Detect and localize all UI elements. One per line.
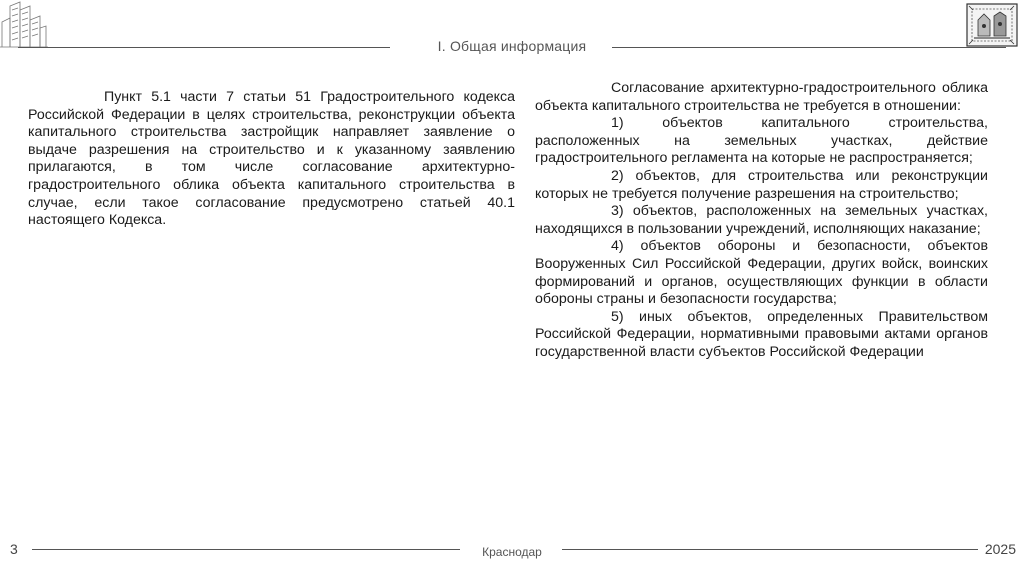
right-text-column <box>535 80 988 362</box>
exemptions-intro: Согласование архитектурно-градостроительного облика объекта капитального строительства не требуется в отношении: <box>535 80 988 114</box>
footer-city: Краснодар <box>482 545 542 559</box>
section-title: I. Общая информация <box>437 38 587 54</box>
exemption-item: 3) объектов, расположенных на земельных участках, находящихся в пользовании учреждений, исполняющих наказание; <box>535 203 988 237</box>
footer-year: 2025 <box>984 541 1016 557</box>
header-divider-right <box>612 47 1006 48</box>
exemption-item: 2) объектов, для строительства или реконструкции которых не требуется получение разрешения на строительство; <box>535 167 988 202</box>
left-text-column <box>28 89 515 230</box>
exemption-item: 4) объектов обороны и безопасности, объектов Вооруженных Сил Российской Федерации, других войск, воинских формирований и органов, осуществляющих функции в области обороны страны и безопасности государства; <box>535 238 988 308</box>
exemption-item: 1) объектов капитального строительства, расположенных на земельных участках, действие градостроительного регламента на которые не распространяется; <box>535 115 988 167</box>
exemption-item: 5) иных объектов, определенных Правительством Российской Федерации, нормативными правовыми актами органов государственной власти субъектов Российской Федерации <box>535 308 988 360</box>
footer-divider-right <box>562 549 978 550</box>
legal-paragraph: Пункт 5.1 части 7 статьи 51 Градостроительного кодекса Российской Федерации в целях строительства, реконструкции объекта капитального строительства застройщик направляет заявление о выдаче разрешения на строительство и к указанному заявлению прилагаются, в том числе согласование архитектурно-градостроительного облика объекта капитального строительства в случае, если такое согласование предусмотрено статьей 40.1 настоящего Кодекса. <box>28 89 515 229</box>
page-number: 3 <box>10 541 18 557</box>
